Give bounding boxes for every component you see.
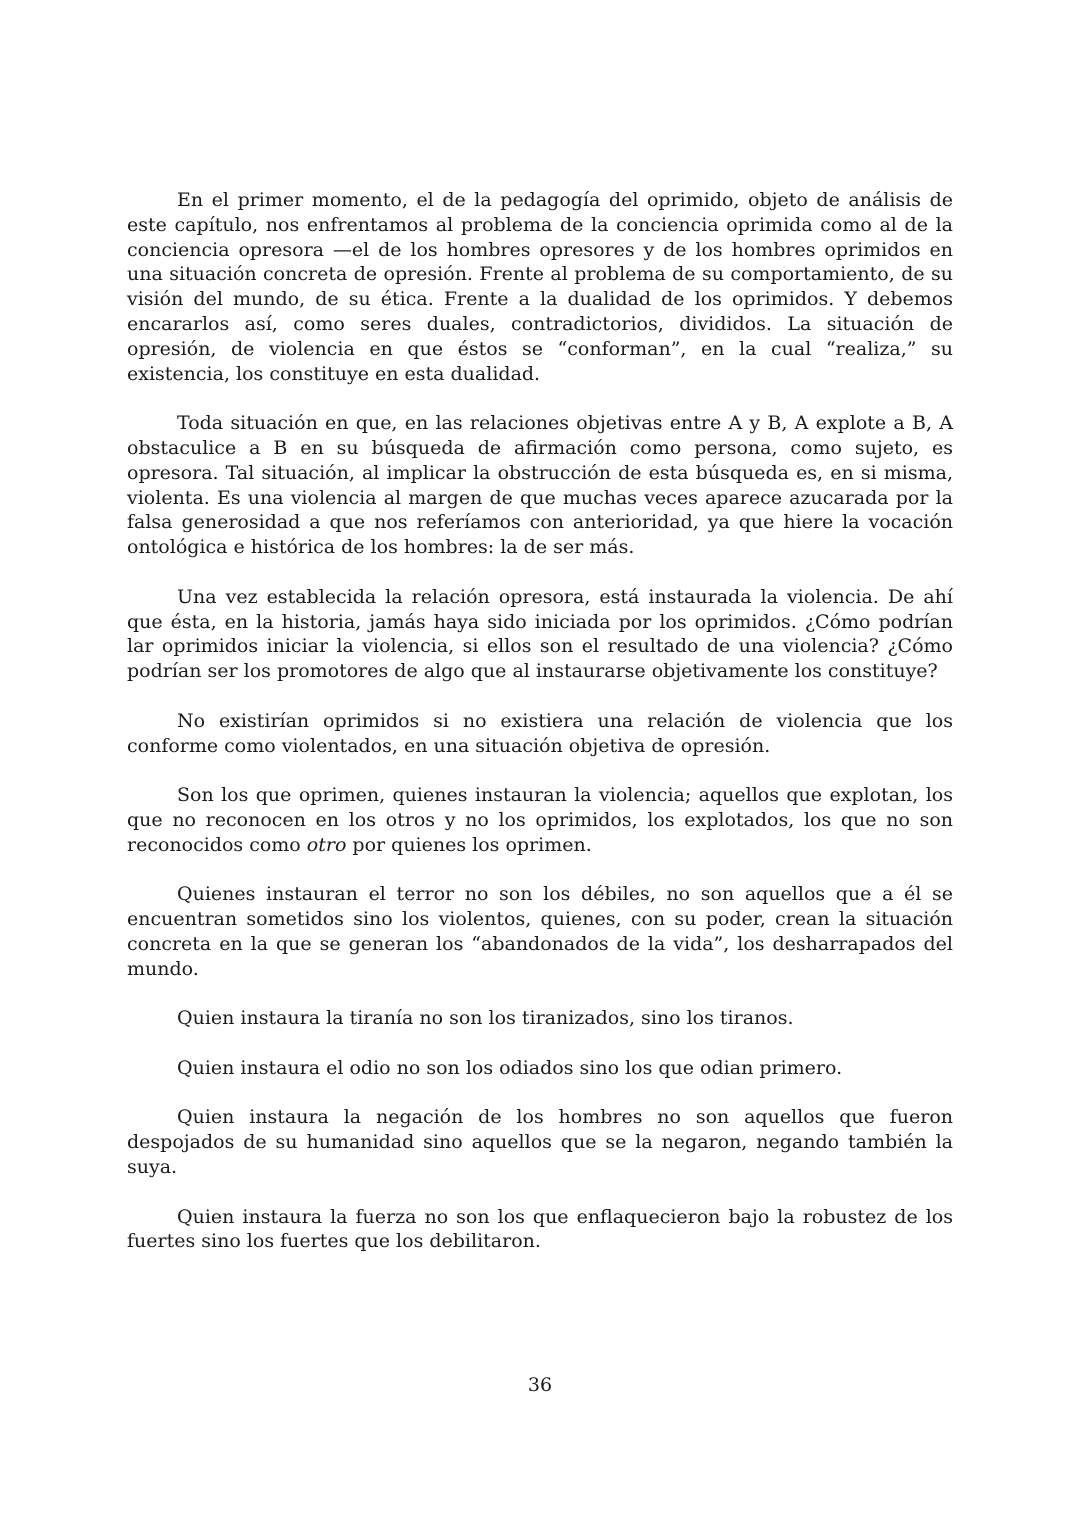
paragraph-9: Quien instaura la negación de los hombres no son aquellos que fueron despojados de su humanidad sino aquellos que se la negaron, negando también la suya. [127, 1106, 953, 1179]
paragraph-4: No existirían oprimidos si no existiera una relación de violencia que los conforme como violentados, en una situación objetiva de opresión. [127, 709, 953, 757]
paragraph-1: En el primer momento, el de la pedagogía del oprimido, objeto de análisis de este capítulo, nos enfrentamos al problema de la conciencia oprimida como al de la conciencia opresora —el de los hombres opresores y de los hombres oprimidos en una situación concreta de opresión. Frente al problema de su comportamiento, de su visión del mundo, de su ética. Frente a la dualidad de los oprimidos. Y debemos encararlos así, como seres duales, contradictorios, divididos. La situación de opresión, de violencia en que éstos se “conforman”, en la cual “realiza,” su existencia, los constituye en esta dualidad. [127, 189, 953, 385]
paragraph-3: Una vez establecida la relación opresora, está instaurada la violencia. De ahí que ésta, en la historia, jamás haya sido iniciada por los oprimidos. ¿Cómo podrían lar oprimidos iniciar la violencia, si ellos son el resultado de una violencia? ¿Cómo podrían ser los promotores de algo que al instaurarse objetivamente los constituye? [127, 585, 953, 683]
paragraph-5-text-before: Son los que oprimen, quienes instauran la violencia; aquellos que explotan, los que no reconocen en los otros y no los oprimidos, los explotados, los que no son reconocidos como [127, 784, 953, 856]
paragraph-10: Quien instaura la fuerza no son los que enflaquecieron bajo la robustez de los fuertes sino los fuertes que los debilitaron. [127, 1205, 953, 1253]
paragraph-7: Quien instaura la tiranía no son los tiranizados, sino los tiranos. [177, 1007, 794, 1030]
paragraph-6: Quienes instauran el terror no son los débiles, no son aquellos que a él se encuentran sometidos sino los violentos, quienes, con su poder, crean la situación concreta en la que se generan los “abandonados de la vida”, los desharrapados del mundo. [127, 883, 953, 980]
paragraph-5-italic-word: otro [306, 833, 347, 856]
paragraph-8: Quien instaura el odio no son los odiados sino los que odian primero. [177, 1056, 843, 1079]
paragraph-5-text-after: por quienes los oprimen. [346, 833, 592, 856]
page-number: 36 [527, 1374, 553, 1396]
page-body [127, 188, 953, 1279]
paragraph-2: Toda situación en que, en las relaciones objetivas entre A y B, A explote a B, A obstaculice a B en su búsqueda de afirmación como persona, como sujeto, es opresora. Tal situación, al implicar la obstrucción de esta búsqueda es, en si misma, violenta. Es una violencia al margen de que muchas veces aparece azucarada por la falsa generosidad a que nos referíamos con anterioridad, ya que hiere la vocación ontológica e histórica de los hombres: la de ser más. [127, 412, 953, 559]
paragraph-5 [127, 783, 953, 857]
